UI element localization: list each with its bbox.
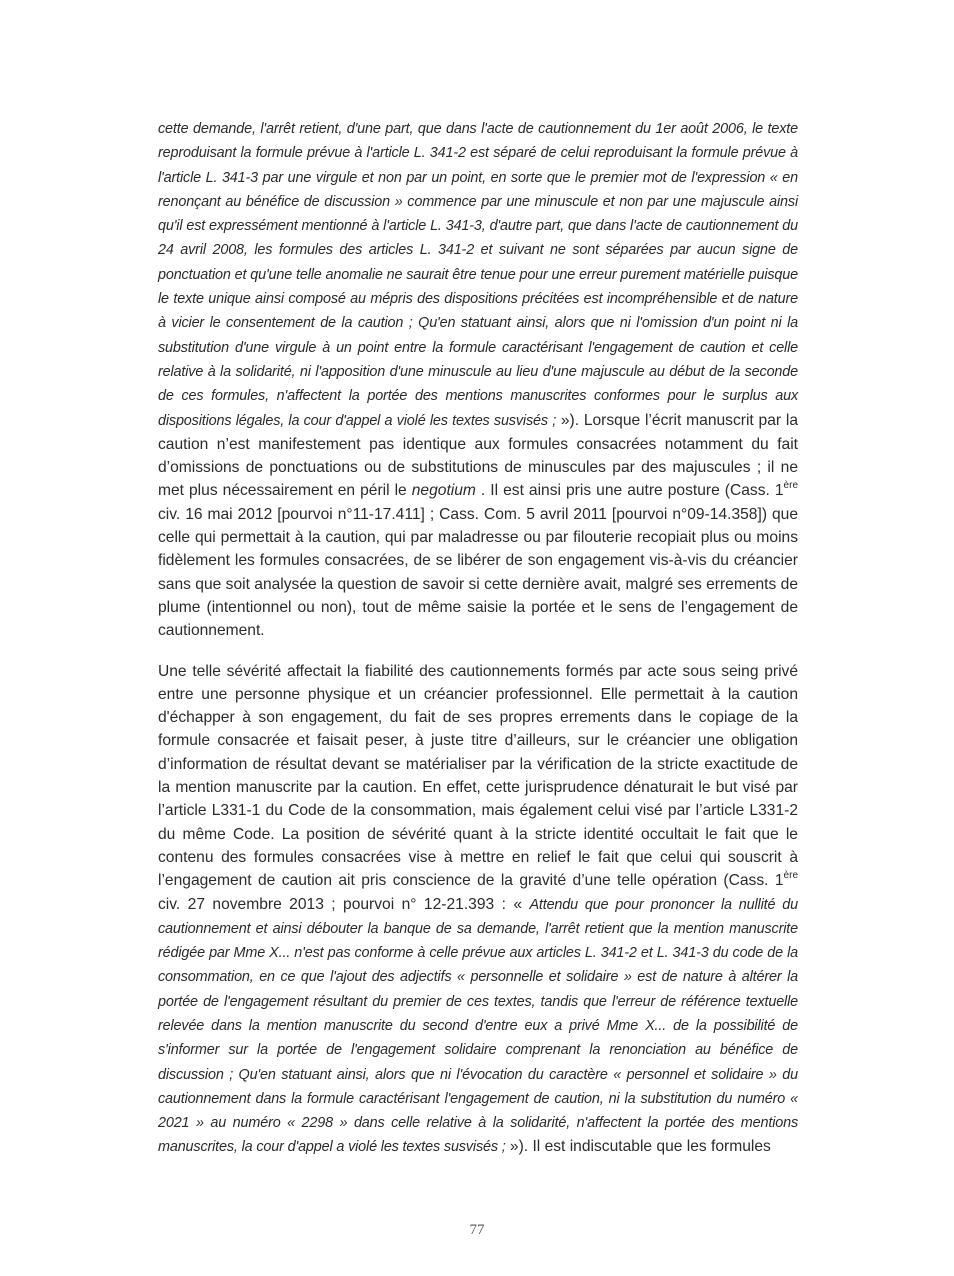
page-body [158, 117, 798, 1160]
paragraph-2-text-c: »). Il est indiscutable que les formules [505, 1138, 771, 1156]
ordinal-superscript: ère [783, 870, 798, 882]
paragraph-2-text-a: Une telle sévérité affectait la fiabilité des cautionnements formés par acte sous seing privé entre une personne physique et un créancier professionnel. Elle permettait à la caution d'échapper à son engagement, du fait de ses propres errements dans le copiage de la formule consacrée et faisait peser, à juste titre d’ailleurs, sur le créancier une obligation d’information de résultat devant se matérialiser par la vérification de la stricte exactitude de la mention manuscrite par la caution. En effet, cette jurisprudence dénaturait le but visé par l’article L331-1 du Code de la consommation, mais également celui visé par l’article L331-2 du même Code. La position de sévérité quant à la stricte identité occultait le fait que le contenu des formules consacrées vise à mettre en relief le fait que celui qui souscrit à l’engagement de caution ait pris conscience de la gravité d’une telle opération (Cass. 1 [158, 662, 798, 890]
paragraph-1-text-a: »). Lorsque l’écrit manuscrit par la caution n’est manifestement pas identique aux formules consacrées notamment du fait d’omissions de ponctuations ou de substitutions de minuscules par des majuscules ; il ne met plus nécessairement en péril le [158, 411, 798, 500]
ordinal-superscript: ère [783, 480, 798, 492]
page-number: 77 [469, 1222, 485, 1238]
case-law-quote: Attendu que pour prononcer la nullité du cautionnement et ainsi débouter la banque de sa demande, l'arrêt retient que la mention manuscrite rédigée par Mme X... n'est pas conforme à celle prévue aux articles L. 341-2 et L. 341-3 du code de la consommation, en ce que l'ajout des adjectifs « personnelle et solidaire » est de nature à altérer la portée de l'engagement résultant du premier de ces textes, tandis que l'erreur de référence textuelle relevée dans la mention manuscrite du second d'entre eux a privé Mme X... de la possibilité de s'informer sur la portée de l'engagement solidaire comprenant la renonciation au bénéfice de discussion ; Qu'en statuant ainsi, alors que ni l'évocation du caractère « personnel et solidaire » du cautionnement dans la formule caractérisant l'engagement de caution, ni la substitution du numéro « 2021 » au numéro « 2298 » dans celle relative à la solidarité, n'affectent la portée des mentions manuscrites, la cour d'appel a violé les textes susvisés ; [158, 896, 798, 1156]
paragraph-2 [158, 660, 798, 1160]
paragraph-2-text-b: civ. 27 novembre 2013 ; pourvoi n° 12-21.393 : « [158, 895, 530, 913]
paragraph-1-text-c: civ. 16 mai 2012 [pourvoi n°11-17.411] ; Cass. Com. 5 avril 2011 [pourvoi n°09-14.358]) que celle qui permettait à la caution, qui par maladresse ou par filouterie recopiait plus ou moins fidèlement les formules consacrées, de se libérer de son engagement vis-à-vis du créancier sans que soit analysée la question de savoir si cette dernière avait, malgré ses errements de plume (intentionnel ou non), tout de même saisie la portée et le sens de l’engagement de cautionnement. [158, 505, 798, 640]
paragraph-1-text-b: . Il est ainsi pris une autre posture (Cass. 1 [475, 482, 784, 500]
case-law-quote-continued: cette demande, l'arrêt retient, d'une part, que dans l'acte de cautionnement du 1er août 2006, le texte reproduisant la formule prévue à l'article L. 341-2 est séparé de celui reproduisant la formule prévue à l'article L. 341-3 par une virgule et non par un point, en sorte que le premier mot de l'expression « en renonçant au bénéfice de discussion » commence par une minuscule et non par une majuscule ainsi qu'il est expressément mentionné à l'article L. 341-3, d'autre part, que dans l'acte de cautionnement du 24 avril 2008, les formules des articles L. 341-2 et suivant ne sont séparées par aucun signe de ponctuation et qu'une telle anomalie ne saurait être tenue pour une erreur purement matérielle puisque le texte unique ainsi composé au mépris des dispositions précitées est incompréhensible et de nature à vicier le consentement de la caution ; Qu'en statuant ainsi, alors que ni l'omission d'un point ni la substitution d'une virgule à un point entre la formule caractérisant l'engagement de caution et celle relative à la solidarité, ni l'apposition d'une minuscule au lieu d'une majuscule au début de la seconde de ces formules, n'affectent la portée des mentions manuscrites conformes pour le surplus aux dispositions légales, la cour d'appel a violé les textes susvisés ; [158, 121, 798, 429]
paragraph-1 [158, 117, 798, 643]
negotium-term: negotium [411, 482, 476, 500]
